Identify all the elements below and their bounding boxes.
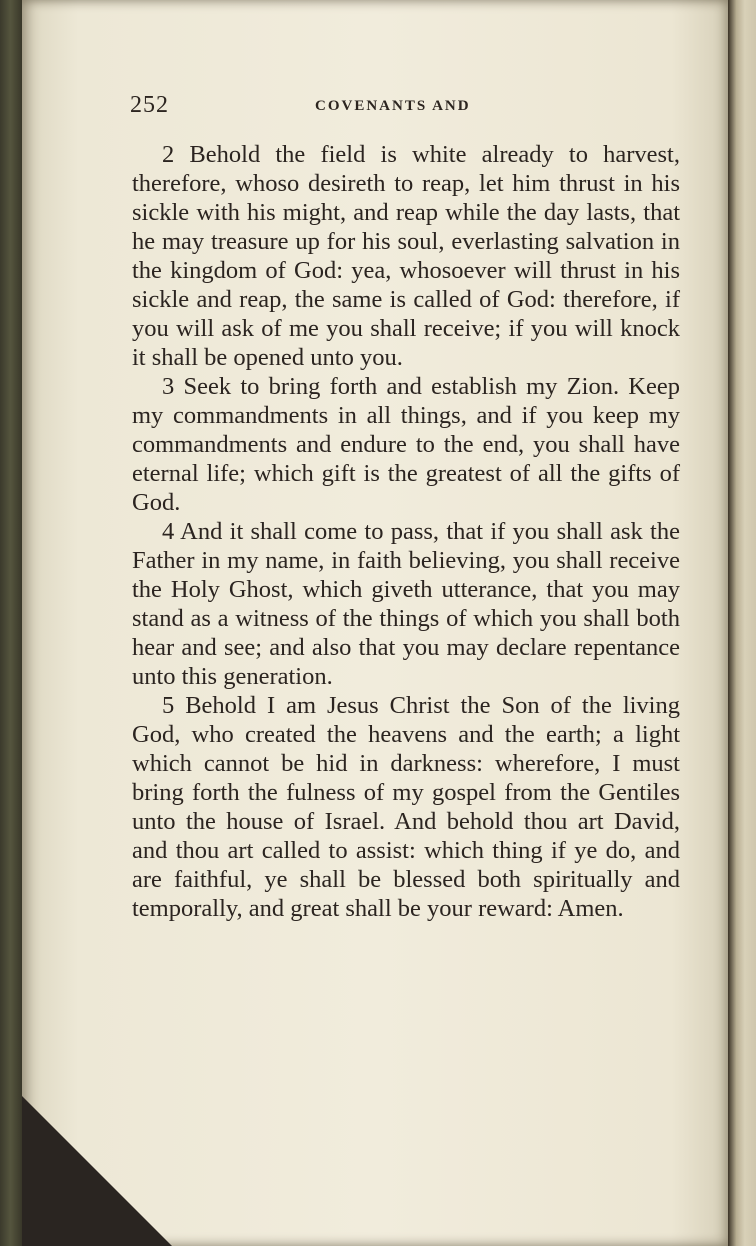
running-head: COVENANTS AND (315, 98, 471, 114)
page-corner-shadow (22, 1096, 172, 1246)
body-text (132, 140, 680, 923)
verse-5 (132, 691, 680, 923)
verse-number: 5 (162, 692, 175, 719)
verse-text: Behold the field is white already to harvest, therefore, whoso desireth to reap, let him thrust in his sickle with his might, and reap while the day lasts, that he may treasure up for his soul, everlasting salvation in the kingdom of God: yea, whosoever will thrust in his sickle and reap, the same is called of God: therefore, if you will ask of me you shall receive; if you will knock it shall be opened unto you. (132, 141, 680, 371)
page-header (130, 92, 690, 122)
adjacent-page-edge (728, 0, 756, 1246)
verse-number: 2 (162, 141, 175, 168)
verse-text: And it shall come to pass, that if you shall ask the Father in my name, in faith believing, you shall receive the Holy Ghost, which giveth utterance, that you may stand as a witness of the things of which you shall both hear and see; and also that you may declare repentance unto this generation. (132, 518, 680, 690)
verse-4 (132, 517, 680, 691)
verse-3 (132, 372, 680, 517)
verse-text: Seek to bring forth and establish my Zion. Keep my commandments in all things, and if you keep my commandments and endure to the end, you shall have eternal life; which gift is the greatest of all the gifts of God. (132, 373, 681, 516)
verse-number: 4 (162, 518, 175, 545)
verse-text: Behold I am Jesus Christ the Son of the living God, who created the heavens and the earth; a light which cannot be hid in darkness: wherefore, I must bring forth the fulness of my gospel from the Gentiles unto the house of Israel. And behold thou art David, and thou art called to assist: which thing if ye do, and are faithful, ye shall be blessed both spiritually and temporally, and great shall be your reward: Amen. (132, 692, 680, 922)
page-number: 252 (130, 92, 169, 118)
verse-2 (132, 140, 680, 372)
verse-number: 3 (162, 373, 175, 400)
